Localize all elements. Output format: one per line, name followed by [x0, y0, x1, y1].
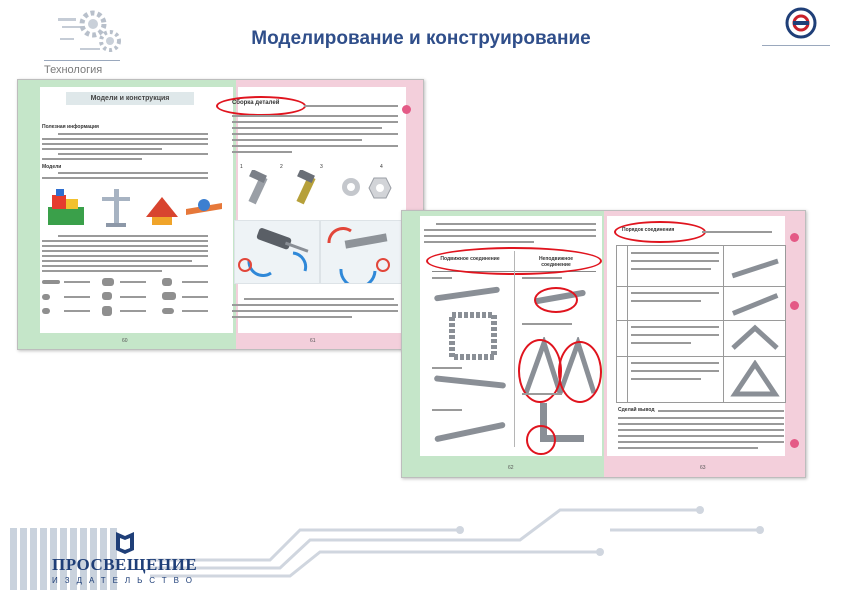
annotation-oval [558, 341, 602, 403]
legend-text [64, 310, 90, 312]
part-icon [162, 308, 174, 314]
part-number: 3 [320, 164, 323, 170]
text-line [232, 316, 352, 318]
screwdriver-illustration [234, 220, 320, 284]
part-icon [102, 278, 114, 286]
annotation-oval [216, 96, 306, 116]
publisher-logo-icon [784, 6, 818, 40]
assembly-step-image [729, 324, 781, 352]
text-line [42, 138, 208, 140]
text-line [432, 277, 452, 279]
text-line [42, 148, 162, 150]
text-line [42, 255, 208, 257]
text-line [432, 367, 462, 369]
page-number: 60 [122, 338, 128, 344]
part-icon [42, 308, 50, 314]
text-line [232, 127, 382, 129]
text-line [42, 240, 208, 242]
part-number: 2 [280, 164, 283, 170]
text-line [42, 250, 208, 252]
text-line [631, 300, 701, 302]
text-line [232, 133, 398, 135]
part-icon [42, 280, 60, 284]
text-line [58, 133, 208, 135]
legend-text [120, 296, 146, 298]
page-marker-icon [402, 105, 411, 114]
text-line [232, 145, 398, 147]
publisher-emblem-icon [114, 530, 136, 556]
header-rule-right [762, 45, 830, 46]
textbook-spread-left [17, 79, 424, 350]
toy-model-image [44, 187, 88, 229]
text-line [631, 334, 719, 336]
text-line [42, 143, 208, 145]
legend-text [182, 296, 208, 298]
rotate-icon [238, 258, 252, 272]
text-line [58, 153, 208, 155]
text-line [58, 235, 208, 237]
text-line [631, 268, 711, 270]
part-number: 1 [240, 164, 243, 170]
part-icon [42, 294, 50, 300]
bolt-image [240, 170, 280, 210]
text-line [244, 298, 394, 300]
text-line [631, 342, 691, 344]
column-divider [627, 246, 628, 402]
text-line [631, 326, 719, 328]
model-label: Модели [42, 164, 62, 170]
text-line [631, 252, 719, 254]
text-line [424, 241, 534, 243]
legend-text [182, 310, 208, 312]
text-line [436, 223, 596, 225]
wrench-illustration [320, 220, 406, 284]
publisher-tagline: ИЗДАТЕЛЬСТВО [52, 576, 199, 585]
publisher-name: ПРОСВЕЩЕНИЕ [52, 555, 198, 574]
text-line [631, 378, 701, 380]
legend-text [120, 310, 146, 312]
text-line [618, 429, 784, 431]
part-number: 4 [380, 164, 383, 170]
steps-table [616, 245, 786, 403]
text-line [232, 121, 398, 123]
toy-model-image [184, 187, 224, 229]
page-marker-icon [790, 301, 799, 310]
annotation-oval [526, 425, 556, 455]
text-line [522, 277, 562, 279]
right-page-heading: Сборка деталей [232, 100, 280, 106]
text-line [618, 447, 758, 449]
legend-text [120, 281, 146, 283]
text-line [631, 292, 719, 294]
page-title: Моделирование и конструирование [251, 28, 591, 49]
assembly-step-image [729, 290, 781, 316]
text-line [42, 265, 208, 267]
part-icon [102, 306, 112, 316]
assembly-step-image [729, 360, 781, 398]
annotation-oval [534, 287, 578, 313]
text-line [42, 158, 142, 160]
assembly-step-image [729, 254, 781, 280]
parts-legend-grid [42, 278, 230, 322]
legend-text [182, 281, 208, 283]
text-line [232, 310, 398, 312]
text-line [631, 362, 719, 364]
column-heading: Подвижное соединение [440, 256, 500, 262]
text-line [424, 235, 596, 237]
text-line [232, 304, 398, 306]
column-divider [723, 246, 724, 402]
page-number: 62 [508, 465, 514, 471]
text-line [631, 260, 719, 262]
text-line [702, 231, 772, 233]
square-frame-image [448, 311, 498, 361]
toy-model-image [142, 187, 182, 229]
text-line [522, 323, 572, 325]
text-line [42, 270, 162, 272]
part-icon [162, 278, 172, 286]
text-line [232, 139, 362, 141]
page-number: 63 [700, 465, 706, 471]
annotation-oval [614, 221, 706, 243]
washer-image [340, 176, 362, 198]
text-line [618, 417, 784, 419]
section-label: Полезная информация [42, 124, 99, 130]
text-line [658, 410, 784, 412]
part-icon [102, 292, 112, 300]
textbook-spread-right [401, 210, 806, 478]
text-line [42, 177, 208, 179]
text-line [432, 409, 462, 411]
legend-text [64, 281, 90, 283]
header-rule-left [44, 60, 120, 61]
lever-part-image [432, 421, 508, 443]
lever-part-image [432, 285, 502, 303]
column-heading: Неподвижное соединение [538, 256, 574, 268]
column-divider [514, 251, 515, 447]
text-line [631, 370, 719, 372]
nut-image [368, 176, 392, 200]
screw-image [288, 170, 328, 210]
text-line [522, 393, 562, 395]
page-number: 61 [310, 338, 316, 344]
text-line [618, 441, 784, 443]
page-marker-icon [790, 439, 799, 448]
part-icon [162, 292, 176, 300]
text-line [618, 423, 784, 425]
page-subtitle: Технология [44, 64, 103, 76]
page-marker-icon [790, 233, 799, 242]
text-line [42, 260, 192, 262]
text-line [42, 245, 208, 247]
chapter-heading: Модели и конструкция [66, 92, 194, 105]
text-line [424, 229, 596, 231]
rotate-icon [376, 258, 390, 272]
text-line [618, 435, 784, 437]
toy-model-image [96, 187, 136, 229]
text-line [304, 105, 398, 107]
conclusion-heading: Сделай вывод [618, 407, 655, 413]
text-line [232, 115, 398, 117]
text-line [232, 151, 292, 153]
lever-part-image [432, 373, 508, 391]
legend-text [64, 296, 90, 298]
right-page-heading: Порядок соединения [622, 227, 675, 233]
text-line [58, 172, 208, 174]
